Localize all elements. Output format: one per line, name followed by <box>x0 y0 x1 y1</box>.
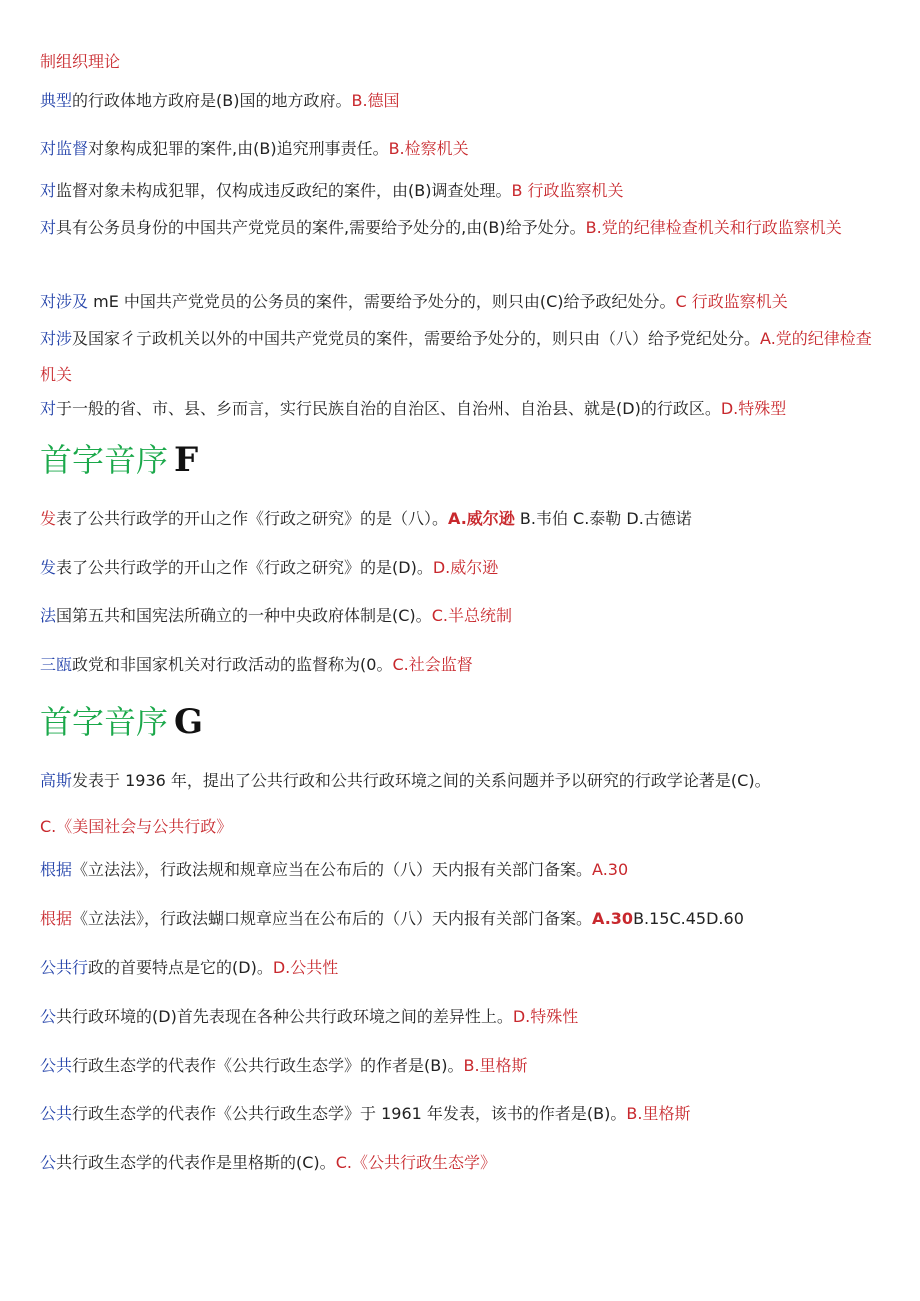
section-heading-f <box>40 440 198 480</box>
keyword-prefix: 公共 <box>40 1104 73 1123</box>
question-text: 政的首要特点是它的(D)。 <box>88 958 273 977</box>
question-text: 国第五共和国宪法所确立的一种中央政府体制是(C)。 <box>56 606 432 625</box>
text-line <box>40 1104 882 1124</box>
keyword-prefix: 对涉及 <box>40 292 89 311</box>
text-line <box>40 292 882 312</box>
options-text: B.韦伯 C.泰勒 D.古德诺 <box>514 509 692 528</box>
text-line <box>40 321 882 393</box>
answer-text: C.社会监督 <box>392 655 473 674</box>
answer-text: D.威尔逊 <box>432 558 499 577</box>
keyword-prefix: 公 <box>40 1007 57 1026</box>
keyword-prefix: 发 <box>40 509 57 528</box>
text-line <box>40 91 882 111</box>
question-text: 于一般的省、市、县、乡而言，实行民族自治的自治区、自治州、自治县、就是(D)的行政区。 <box>56 399 721 418</box>
question-text: 监督对象未构成犯罪，仅构成违反政纪的案件，由(B)调查处理。 <box>56 181 512 200</box>
keyword-prefix: 对 <box>40 218 57 237</box>
keyword-prefix: 对监督 <box>40 139 89 158</box>
keyword-prefix: 公 <box>40 1153 57 1172</box>
keyword-prefix: 三瓯 <box>40 655 73 674</box>
answer-text: A.威尔逊 <box>448 509 515 528</box>
answer-text: A.30 <box>592 909 634 928</box>
text-line <box>40 655 882 675</box>
question-text: 政党和非国家机关对行政活动的监督称为(0。 <box>72 655 393 674</box>
question-text: 表了公共行政学的开山之作《行政之研究》的是(D)。 <box>56 558 433 577</box>
question-text: 的行政体地方政府是(B)国的地方政府。 <box>72 91 352 110</box>
answer-text: 制组织理论 <box>40 52 121 71</box>
text-line <box>40 909 882 929</box>
question-text: 发表于 1936 年，提出了公共行政和公共行政环境之间的关系问题并予以研究的行政学论著是(C)。 <box>72 771 771 790</box>
question-text: 表了公共行政学的开山之作《行政之研究》的是（八）。 <box>56 509 449 528</box>
keyword-prefix: 发 <box>40 558 57 577</box>
question-text: 及国家彳亍政机关以外的中国共产党党员的案件，需要给予处分的，则只由（八）给予党纪处分。 <box>72 329 761 348</box>
answer-text: C.半总统制 <box>431 606 512 625</box>
keyword-prefix: 典型 <box>40 91 73 110</box>
section-heading-g <box>40 702 203 742</box>
question-text: 共行政环境的(D)首先表现在各种公共行政环境之间的差异性上。 <box>56 1007 513 1026</box>
question-text: 《立法法》，行政法规和规章应当在公布后的（八）天内报有关部门备案。 <box>72 860 593 879</box>
text-line <box>40 558 882 578</box>
keyword-prefix: 对 <box>40 399 57 418</box>
answer-text: B.里格斯 <box>626 1104 691 1123</box>
answer-text: B.检察机关 <box>388 139 469 158</box>
text-line <box>40 817 882 837</box>
text-line <box>40 860 882 880</box>
question-text: 行政生态学的代表作《公共行政生态学》的作者是(B)。 <box>72 1056 464 1075</box>
heading-text: 首字音序 <box>40 703 169 741</box>
text-line <box>40 509 882 529</box>
text-line <box>40 606 882 626</box>
question-text: 共行政生态学的代表作是里格斯的(C)。 <box>56 1153 336 1172</box>
options-text: B.15C.45D.60 <box>633 909 744 928</box>
answer-text: B.德国 <box>351 91 400 110</box>
answer-text: B.党的纪律检查机关和行政监察机关 <box>585 218 842 237</box>
text-line <box>40 1056 882 1076</box>
heading-letter: G <box>174 702 204 742</box>
question-text: 行政生态学的代表作《公共行政生态学》于 1961 年发表，该书的作者是(B)。 <box>72 1104 627 1123</box>
text-line <box>40 210 882 246</box>
answer-text: C.《公共行政生态学》 <box>335 1153 496 1172</box>
text-line <box>40 181 882 201</box>
question-text: 《立法法》，行政法蝴口规章应当在公布后的（八）天内报有关部门备案。 <box>72 909 593 928</box>
answer-text: A.党的纪律检查机关 <box>40 329 872 384</box>
keyword-prefix: 对涉 <box>40 329 73 348</box>
keyword-prefix: 公共 <box>40 1056 73 1075</box>
keyword-prefix: 根据 <box>40 860 73 879</box>
keyword-prefix: 高斯 <box>40 771 73 790</box>
answer-text: C.《美国社会与公共行政》 <box>40 817 233 836</box>
keyword-prefix: 公共行 <box>40 958 89 977</box>
text-line <box>40 1153 882 1173</box>
answer-text: D.特殊性 <box>512 1007 579 1026</box>
answer-text: A.30 <box>592 860 629 879</box>
answer-text: B.里格斯 <box>463 1056 528 1075</box>
keyword-prefix: 法 <box>40 606 57 625</box>
text-line <box>40 139 882 159</box>
text-line <box>40 52 882 72</box>
question-text: 具有公务员身份的中国共产党党员的案件,需要给予处分的,由(B)给予处分。 <box>56 218 586 237</box>
heading-text: 首字音序 <box>40 441 169 479</box>
answer-text: C 行政监察机关 <box>675 292 788 311</box>
text-line <box>40 1007 882 1027</box>
text-line <box>40 771 882 791</box>
heading-letter: F <box>174 440 199 480</box>
text-line <box>40 399 882 419</box>
keyword-prefix: 根据 <box>40 909 73 928</box>
answer-text: D.公共性 <box>272 958 339 977</box>
answer-text: D.特殊型 <box>720 399 787 418</box>
answer-text: B 行政监察机关 <box>511 181 624 200</box>
question-text: 对象构成犯罪的案件,由(B)追究刑事责任。 <box>88 139 389 158</box>
text-line <box>40 958 882 978</box>
keyword-prefix: 对 <box>40 181 57 200</box>
question-text: mE 中国共产党党员的公务员的案件，需要给予处分的，则只由(C)给予政纪处分。 <box>88 292 676 311</box>
